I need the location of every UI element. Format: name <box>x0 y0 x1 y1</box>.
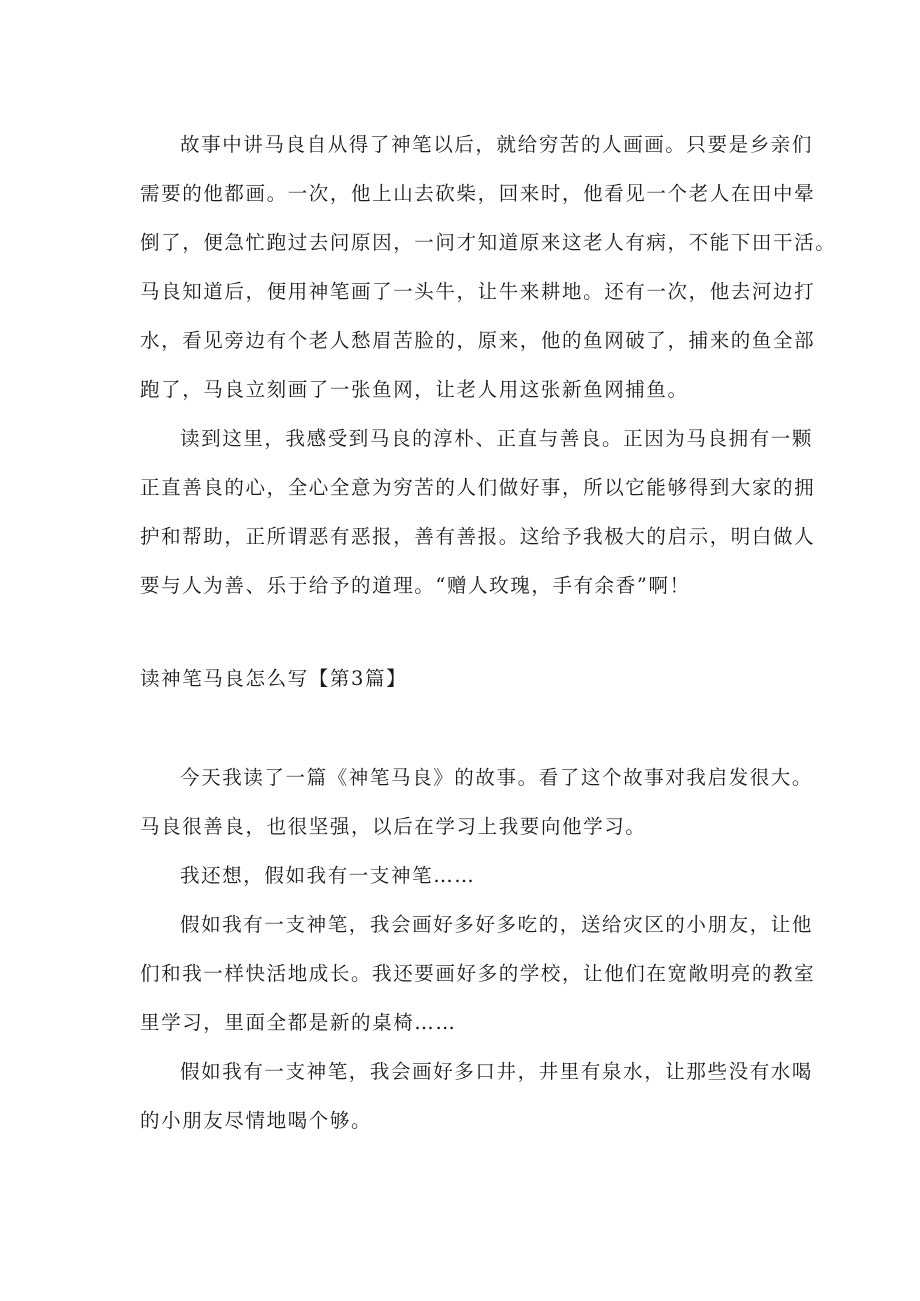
text-line: 假如我有一支神笔，我会画好多好多吃的，送给灾区的小朋友，让他 <box>180 913 814 936</box>
section-heading: 读神笔马良怎么写【第3篇】 <box>140 667 408 690</box>
text-line: 的小朋友尽情地喝个够。 <box>140 1109 373 1132</box>
text-line: 要与人为善、乐于给予的道理。“赠人玫瑰，手有余香”啊！ <box>140 574 691 597</box>
text-line: 们和我一样快活地成长。我还要画好多的学校，让他们在宽敞明亮的教室 <box>140 962 816 985</box>
text-line: 今天我读了一篇《神笔马良》的故事。看了这个故事对我启发很大。 <box>180 766 814 789</box>
text-line: 水，看见旁边有个老人愁眉苦脸的，原来，他的鱼网破了，捕来的鱼全部 <box>140 329 816 352</box>
text-line: 马良知道后，便用神笔画了一头牛，让牛来耕地。还有一次，他去河边打 <box>140 280 816 303</box>
text-line: 马良很善良，也很坚强，以后在学习上我要向他学习。 <box>140 815 647 838</box>
text-line: 需要的他都画。一次，他上山去砍柴，回来时，他看见一个老人在田中晕 <box>140 182 816 205</box>
text-line: 里学习，里面全都是新的桌椅…… <box>140 1011 457 1034</box>
text-line: 假如我有一支神笔，我会画好多口井，井里有泉水，让那些没有水喝 <box>180 1060 814 1083</box>
text-line: 读到这里，我感受到马良的淳朴、正直与善良。正因为马良拥有一颗 <box>180 427 814 450</box>
text-line: 倒了，便急忙跑过去问原因，一问才知道原来这老人有病，不能下田干活。 <box>140 231 837 254</box>
text-line: 故事中讲马良自从得了神笔以后，就给穷苦的人画画。只要是乡亲们 <box>180 133 814 156</box>
text-line: 护和帮助，正所谓恶有恶报，善有善报。这给予我极大的启示，明白做人 <box>140 525 816 548</box>
text-line: 跑了，马良立刻画了一张鱼网，让老人用这张新鱼网捕鱼。 <box>140 378 689 401</box>
text-line: 我还想，假如我有一支神笔…… <box>180 864 476 887</box>
text-line: 正直善良的心，全心全意为穷苦的人们做好事，所以它能够得到大家的拥 <box>140 476 816 499</box>
